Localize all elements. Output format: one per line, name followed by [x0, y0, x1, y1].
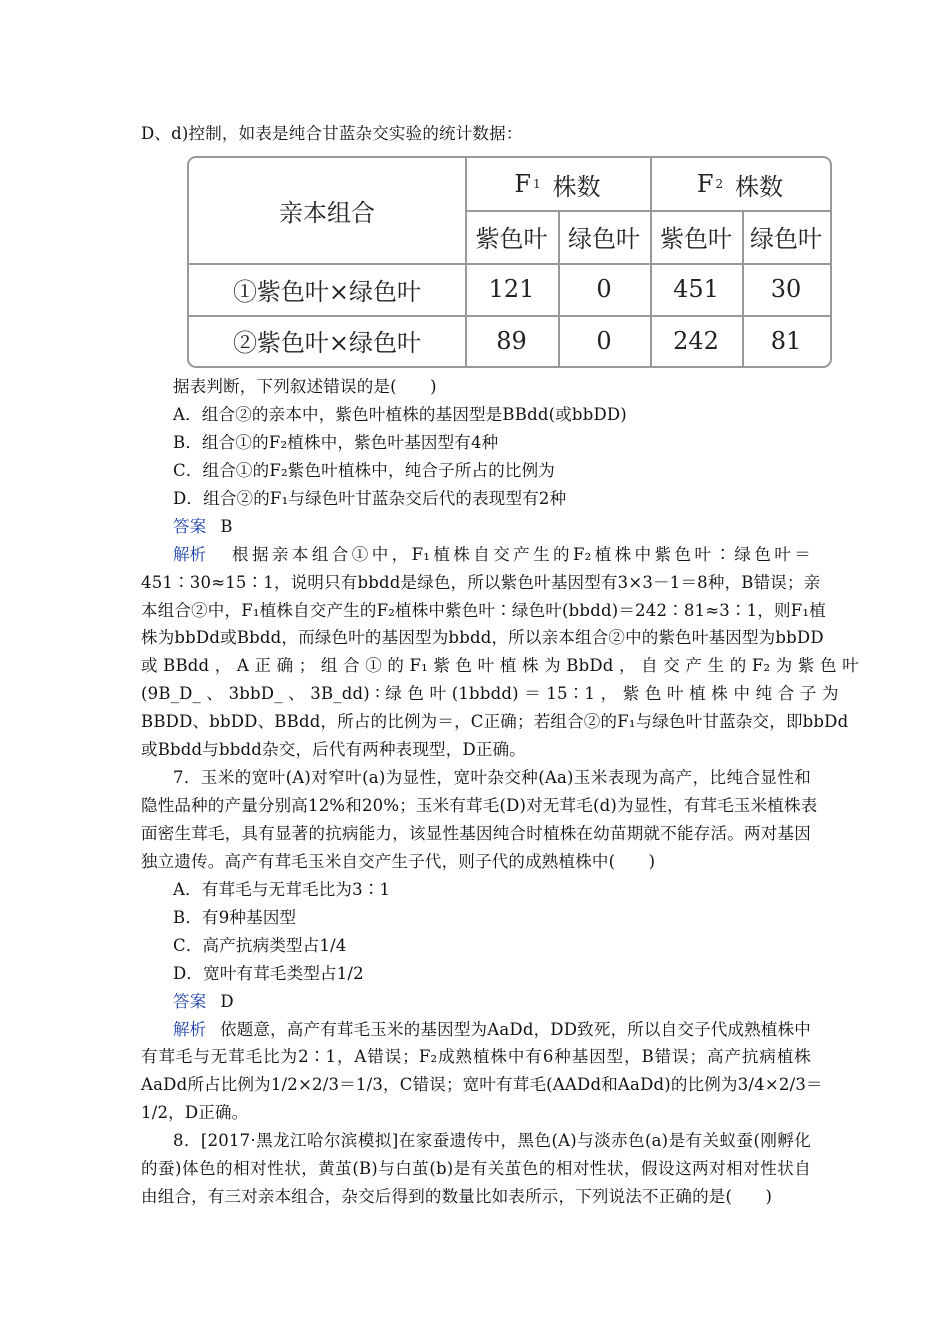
subheader-f1-purple: 紫色叶 — [475, 225, 548, 253]
q7-stem-line: 7．玉米的宽叶(A)对窄叶(a)为显性，宽叶杂交种(Aa)玉米表现为高产，比纯合显性和 — [173, 768, 811, 787]
q7-stem-line: 独立遗传。高产有茸毛玉米自交产生子代，则子代的成熟植株中( ) — [141, 852, 656, 871]
q8-stem-line: 8．[2017·黑龙江哈尔滨模拟]在家蚕遗传中，黑色(A)与淡赤色(a)是有关蚁蚕(刚孵化 — [173, 1131, 811, 1150]
q7-analysis-line: 1/2，D正确。 — [141, 1103, 249, 1122]
intro-text: D、d)控制，如表是纯合甘蓝杂交实验的统计数据： — [141, 124, 523, 143]
answer-value: B — [220, 517, 233, 536]
header-parent-combo: 亲本组合 — [279, 199, 375, 227]
q6-option-a: A．组合②的亲本中，紫色叶植株的基因型是BBdd(或bbDD) — [173, 405, 627, 424]
q7-analysis-line: AaDd所占比例为1/2×2/3＝1/3，C错误；宽叶有茸毛(AADd和AaDd)的比例为3/4×2/3＝ — [141, 1075, 823, 1094]
q6-analysis-line: 本组合②中，F₁植株自交产生的F₂植株中紫色叶∶绿色叶(bbdd)＝242∶81≈3∶1，则F₁植 — [141, 601, 826, 620]
q6-analysis-line: BBDD、bbDD、BBdd，所占的比例为＝，C正确；若组合②的F₁与绿色叶甘蓝杂交，即bbDd — [141, 712, 849, 731]
q6-analysis-label: 解析 — [173, 545, 206, 564]
cross-data-table — [187, 156, 832, 368]
subheader-f1-green: 绿色叶 — [568, 225, 640, 253]
q7-analysis-label: 解析 — [173, 1020, 206, 1039]
row1-f1-purple: 121 — [488, 275, 535, 303]
q6-analysis-line: 451∶30≈15∶1，说明只有bbdd是绿色，所以紫色叶基因型有3×3－1＝8种，B错误；亲 — [141, 573, 821, 592]
q6-option-c: C．组合①的F₂紫色叶植株中，纯合子所占的比例为 — [173, 461, 555, 480]
row1-f2-green: 30 — [770, 275, 802, 303]
q7-option-b: B．有9种基因型 — [173, 908, 297, 927]
q6-stem: 据表判断，下列叙述错误的是( ) — [173, 377, 437, 396]
q7-analysis-line: 依题意，高产有茸毛玉米的基因型为AaDd，DD致死，所以自交子代成熟植株中 — [220, 1020, 811, 1039]
row2-f1-purple: 89 — [496, 326, 527, 355]
q7-option-a: A．有茸毛与无茸毛比为3∶1 — [173, 880, 391, 899]
q8-stem-line: 由组合，有三对亲本组合，杂交后得到的数量比如表所示，下列说法不正确的是( ) — [141, 1187, 773, 1206]
q6-analysis-line: 或Bbdd与bbdd杂交，后代有两种表现型，D正确。 — [141, 740, 526, 759]
header-f1-count: F 1 株数 — [514, 170, 601, 201]
q6-analysis-line: 根据亲本组合①中，F₁植株自交产生的F₂植株中紫色叶∶绿色叶＝ — [232, 545, 811, 564]
answer-label: 答案 — [173, 992, 207, 1011]
row1-label: ①紫色叶×绿色叶 — [232, 277, 422, 306]
q7-answer — [173, 991, 234, 1013]
row1-f2-purple: 451 — [673, 275, 719, 303]
q7-stem-line: 隐性品种的产量分别高12%和20%；玉米有茸毛(D)对无茸毛(d)为显性，有茸毛玉米植株表 — [141, 796, 818, 815]
answer-label: 答案 — [173, 517, 207, 536]
answer-value: D — [220, 992, 234, 1011]
q6-analysis-line: 株为bbDd或Bbdd，而绿色叶的基因型为bbdd，所以亲本组合②中的紫色叶基因型为bbDD — [141, 628, 824, 647]
row2-f2-purple: 242 — [673, 326, 719, 355]
row1-f1-green: 0 — [596, 275, 612, 303]
subheader-f2-purple: 紫色叶 — [660, 225, 732, 253]
row2-f1-green: 0 — [596, 326, 612, 355]
header-f2-count: F 2 株数 — [696, 170, 784, 201]
q6-answer — [173, 516, 233, 538]
q6-option-d: D．组合②的F₁与绿色叶甘蓝杂交后代的表现型有2种 — [173, 489, 567, 508]
subheader-f2-green: 绿色叶 — [750, 225, 822, 253]
q8-stem-line: 的蚕)体色的相对性状，黄茧(B)与白茧(b)是有关茧色的相对性状，假设这两对相对性状自 — [141, 1159, 811, 1178]
q7-stem-line: 面密生茸毛，具有显著的抗病能力，该显性基因纯合时植株在幼苗期就不能存活。两对基因 — [141, 824, 811, 843]
q7-analysis-line: 有茸毛与无茸毛比为2∶1，A错误；F₂成熟植株中有6种基因型，B错误；高产抗病植株 — [141, 1047, 811, 1066]
q7-option-c: C．高产抗病类型占1/4 — [173, 936, 347, 955]
row2-label: ②紫色叶×绿色叶 — [232, 329, 422, 357]
row2-f2-green: 81 — [770, 326, 802, 355]
q6-analysis-line: 或 BBdd ， A 正 确 ； 组 合 ① 的 F₁ 紫 色 叶 植 株 为 BbDd ， 自 交 产 生 的 F₂ 为 紫 色 叶 — [141, 656, 859, 675]
q6-analysis-line: (9B_D_ 、 3bbD_ 、 3B_dd) ∶ 绿 色 叶 (1bbdd) ＝ 15∶1 ， 紫 色 叶 植 株 中 纯 合 子 为 — [141, 684, 839, 703]
q7-option-d: D．宽叶有茸毛类型占1/2 — [173, 964, 364, 983]
q6-option-b: B．组合①的F₂植株中，紫色叶基因型有4种 — [173, 433, 499, 452]
